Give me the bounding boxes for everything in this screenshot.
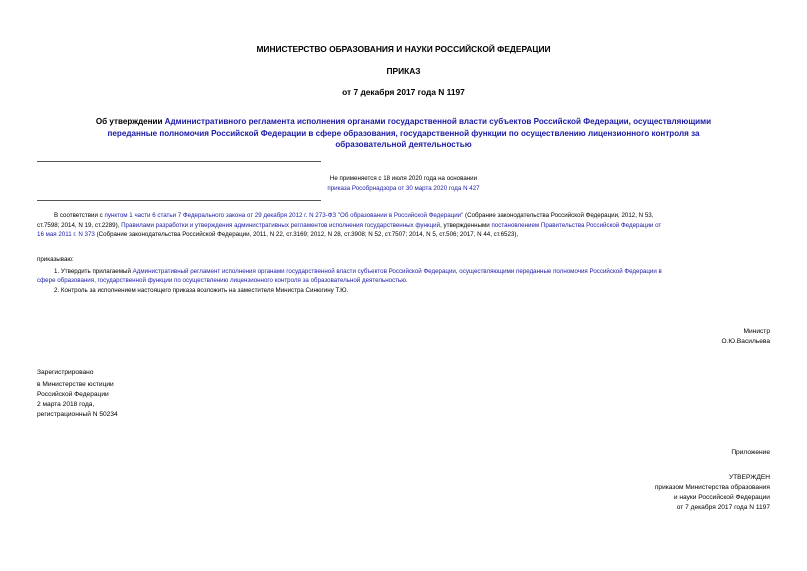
- document-type: ПРИКАЗ: [386, 66, 421, 76]
- title-regulation-link[interactable]: Административного регламента исполнения органами государственной власти субъектов Российской Федерации, осуществляющими: [164, 117, 712, 126]
- approval-line: от 7 декабря 2017 года N 1197: [676, 504, 770, 511]
- preamble-text: ст.7598; 2014, N 19, ст.2289),: [37, 221, 122, 229]
- signature-block: [721, 327, 770, 347]
- order-section: [37, 255, 772, 295]
- title-regulation-link-line2[interactable]: переданные полномочия Российской Федерации в сфере образования, государственной функции по осуществлению лицензионного контроля за: [107, 128, 700, 138]
- appendix-label: Приложение: [731, 449, 770, 456]
- registration-number: регистрационный N 50234: [37, 411, 118, 418]
- approval-heading: УТВЕРЖДЕН: [728, 474, 770, 481]
- registration-line: 2 марта 2018 года,: [37, 401, 95, 408]
- document-date-number: от 7 декабря 2017 года N 1197: [342, 87, 465, 97]
- title-regulation-link-line3[interactable]: образовательной деятельностью: [335, 140, 472, 149]
- notice-text: Не применяется с 18 июля 2020 года на основании: [329, 175, 478, 182]
- order-word: приказываю:: [37, 256, 74, 263]
- divider-top: [37, 161, 321, 162]
- registration-line: в Министерстве юстиции: [37, 381, 114, 388]
- approval-block: [655, 473, 770, 513]
- registration-line: Российской Федерации: [37, 391, 109, 398]
- ministry-heading: МИНИСТЕРСТВО ОБРАЗОВАНИЯ И НАУКИ РОССИЙСКОЙ ФЕДЕРАЦИИ: [256, 44, 551, 54]
- preamble-text: (Собрание законодательства Российской Федерации, 2012, N 53,: [463, 212, 654, 219]
- registration-block: [37, 368, 118, 420]
- government-resolution-link[interactable]: постановлением Правительства Российской Федерации от: [491, 221, 662, 229]
- preamble-text: В соответствии с: [54, 212, 105, 219]
- signature-name: О.Ю.Васильева: [721, 338, 770, 345]
- status-notice: [0, 174, 807, 193]
- document-title: [0, 116, 807, 151]
- regulation-link[interactable]: Административный регламент исполнения органами государственной власти субъектов Российской Федерации, осуществляющими переданные полномочия Российской Федерации в: [132, 267, 662, 275]
- order-item-1-end: .: [405, 277, 408, 285]
- title-prefix: Об утверждении: [95, 117, 165, 126]
- notice-order-link[interactable]: приказа Рособрнадзора от 30 марта 2020 года N 427: [327, 184, 480, 192]
- signature-position: Министр: [743, 328, 770, 335]
- registration-line: Зарегистрировано: [37, 369, 94, 376]
- preamble: [37, 211, 772, 240]
- order-item-2: 2. Контроль за исполнением настоящего приказа возложить на заместителя Министра Синюгину Т.Ю.: [54, 286, 349, 294]
- rules-link[interactable]: Правилами разработки и утверждения административных регламентов исполнения государственных функций: [121, 221, 441, 229]
- preamble-text: , утвержденными: [440, 221, 492, 229]
- preamble-text: (Собрание законодательства Российской Федерации, 2011, N 22, ст.3169; 2012, N 28, ст.3908; N 52, ст.7507; 2014, N 5, ст.506; 2017, N 44, ст.6523),: [94, 231, 519, 239]
- government-resolution-link-cont[interactable]: 16 мая 2011 г. N 373: [37, 231, 95, 239]
- order-item-1-text: 1. Утвердить прилагаемый: [54, 267, 133, 275]
- approval-line: приказом Министерства образования: [654, 484, 770, 491]
- law-link[interactable]: пунктом 1 части 6 статьи 7 Федерального закона от 29 декабря 2012 г. N 273-ФЗ "Об образовании в Российской Федерации": [104, 212, 464, 219]
- regulation-link-cont[interactable]: сфере образования, государственной функции по осуществлению лицензионного контроля за образовательной деятельностью: [37, 277, 406, 285]
- divider-bottom: [37, 200, 321, 201]
- approval-line: и науки Российской Федерации: [673, 494, 770, 501]
